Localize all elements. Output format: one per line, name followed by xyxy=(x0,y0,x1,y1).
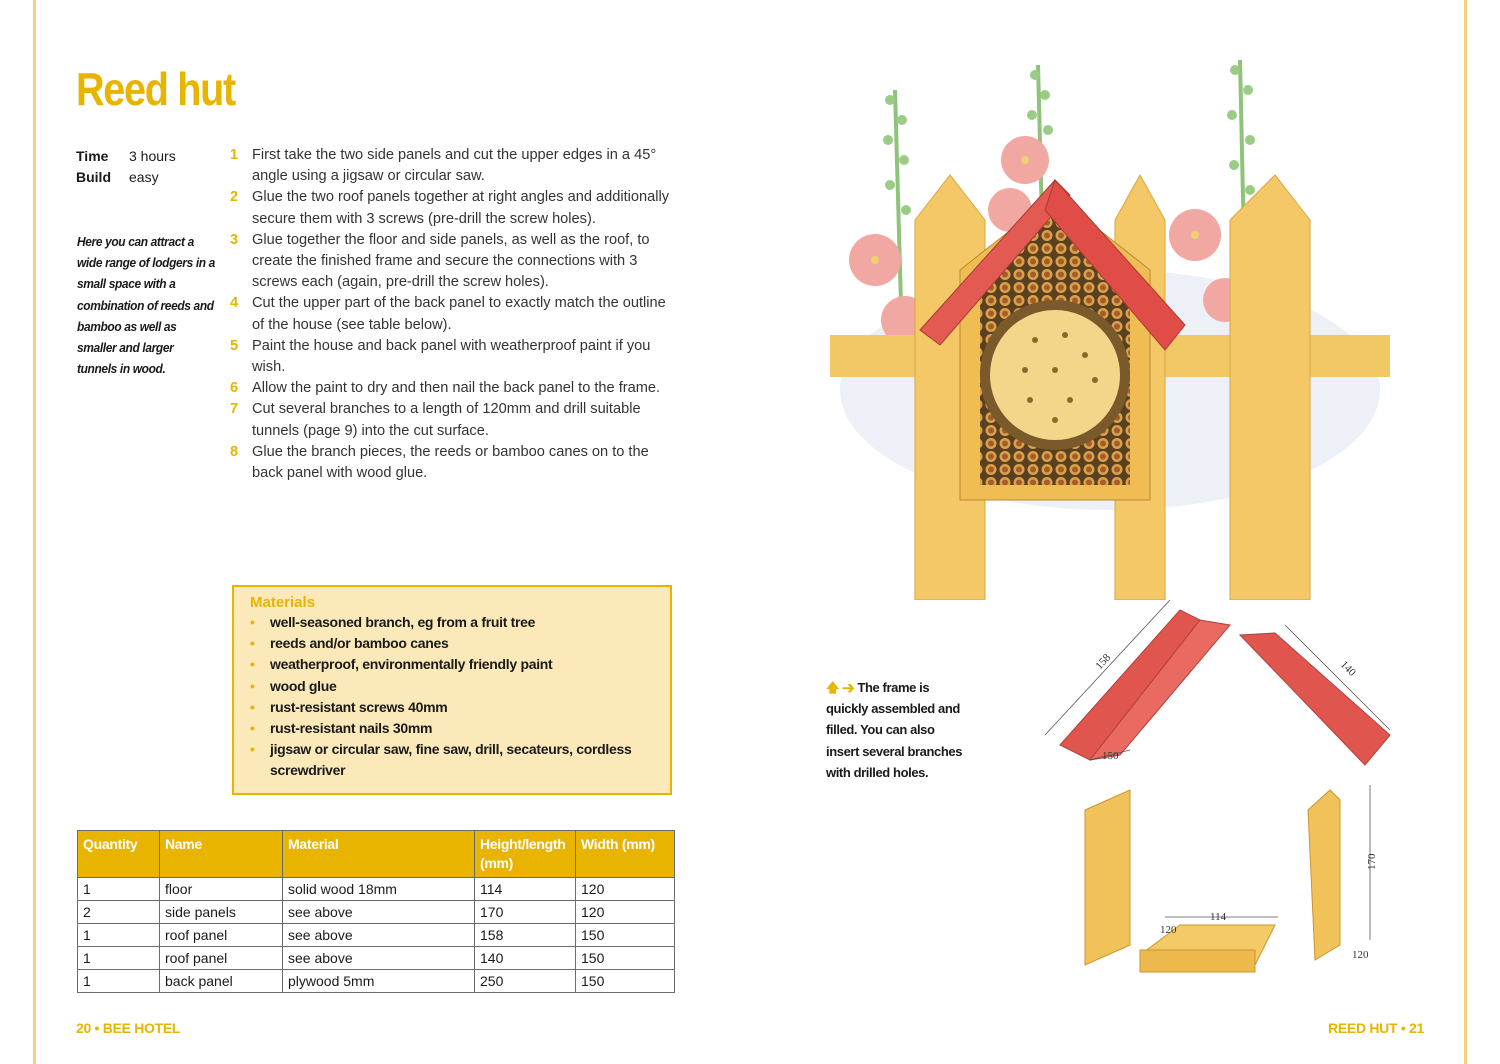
cell-name: side panels xyxy=(160,901,283,924)
step-text: Glue the two roof panels together at right angles and additionally secure them with 3 screws (pre-drill the screw holes). xyxy=(252,189,670,227)
col-header-width: Width (mm) xyxy=(576,831,675,878)
cell-material: see above xyxy=(283,947,475,970)
step-item xyxy=(230,187,670,229)
step-item xyxy=(230,145,670,187)
cell-width: 150 xyxy=(576,947,675,970)
figure-caption xyxy=(826,677,966,783)
materials-item-text: reeds and/or bamboo canes xyxy=(270,635,449,652)
table-row xyxy=(78,878,675,901)
step-text: Cut the upper part of the back panel to exactly match the outline of the house (see table below). xyxy=(252,295,666,333)
materials-item-text: well-seasoned branch, eg from a fruit tree xyxy=(270,614,536,630)
cell-material: plywood 5mm xyxy=(283,970,475,993)
step-number: 4 xyxy=(230,295,239,312)
meta-value: 3 hours xyxy=(129,148,176,164)
col-header-material: Material xyxy=(283,831,475,878)
step-text: Glue the branch pieces, the reeds or bamboo canes on to the back panel with wood glue. xyxy=(252,443,649,482)
step-number: 7 xyxy=(230,401,239,418)
cell-name: roof panel xyxy=(160,924,283,947)
materials-item xyxy=(250,697,654,718)
table-row xyxy=(78,970,675,993)
step-number: 1 xyxy=(230,147,239,163)
table-row xyxy=(78,947,675,970)
step-number: 2 xyxy=(230,189,239,206)
dim-label-114: 114 xyxy=(1210,911,1227,923)
bullet-icon xyxy=(250,676,270,697)
arrow-up-right-icon: 🡅 ➔ xyxy=(826,680,855,695)
cell-quantity: 1 xyxy=(78,878,160,901)
table-header-row xyxy=(78,831,675,878)
step-number: 6 xyxy=(230,380,239,397)
step-text: Paint the house and back panel with weatherproof paint if you wish. xyxy=(252,337,651,376)
cell-width: 120 xyxy=(576,901,675,924)
dim-label-120-side: 120 xyxy=(1352,949,1369,961)
materials-item-text: rust-resistant nails 30mm xyxy=(270,720,433,737)
bullet-icon xyxy=(250,612,270,633)
dim-label-150: 150 xyxy=(1102,750,1119,762)
footer-left-page: 20 • BEE HOTEL xyxy=(76,1020,181,1036)
cell-height: 170 xyxy=(475,901,576,924)
step-number: 3 xyxy=(230,231,239,248)
cell-name: floor xyxy=(160,878,283,901)
right-page-rule xyxy=(1464,0,1467,1064)
dim-label-158: 158 xyxy=(1093,651,1114,673)
cell-width: 120 xyxy=(576,878,675,901)
cell-quantity: 1 xyxy=(78,970,160,993)
dim-label-120-floor: 120 xyxy=(1160,924,1177,936)
bullet-icon xyxy=(250,718,270,739)
materials-item xyxy=(250,654,654,675)
materials-item-text: weatherproof, environmentally friendly paint xyxy=(270,656,553,673)
left-page-rule xyxy=(33,0,36,1064)
materials-item-text: jigsaw or circular saw, fine saw, drill, secateurs, cordless screwdriver xyxy=(270,741,632,779)
bee-hotel-illustration xyxy=(830,60,1390,600)
cell-material: solid wood 18mm xyxy=(283,878,475,901)
cell-quantity: 2 xyxy=(78,901,160,924)
col-header-name: Name xyxy=(160,831,283,878)
table-row xyxy=(78,924,675,947)
cell-quantity: 1 xyxy=(78,924,160,947)
materials-item xyxy=(250,633,654,654)
project-meta xyxy=(76,146,176,188)
bullet-icon xyxy=(250,697,270,718)
step-text: Allow the paint to dry and then nail the back panel to the frame. xyxy=(252,380,661,397)
cell-height: 158 xyxy=(475,924,576,947)
meta-build xyxy=(76,167,176,188)
meta-label: Time xyxy=(76,148,109,164)
table-row xyxy=(78,901,675,924)
step-item xyxy=(230,399,670,441)
step-number: 5 xyxy=(230,337,239,354)
footer-right-page: REED HUT • 21 xyxy=(1328,1020,1424,1036)
parts-diagram xyxy=(1030,595,1450,985)
cell-material: see above xyxy=(283,901,475,924)
cell-height: 140 xyxy=(475,947,576,970)
cell-name: roof panel xyxy=(160,947,283,970)
caption-text: The frame is quickly assembled and filled. You can also insert several branches with drilled holes. xyxy=(826,680,963,780)
bullet-icon xyxy=(250,654,270,675)
parts-table xyxy=(77,830,675,993)
page-title: Reed hut xyxy=(76,63,235,115)
cell-height: 114 xyxy=(475,878,576,901)
step-item xyxy=(230,293,670,335)
step-item xyxy=(230,230,670,294)
step-item xyxy=(230,378,670,399)
materials-item-text: wood glue xyxy=(270,677,337,694)
materials-list xyxy=(250,612,654,782)
materials-item xyxy=(250,676,654,697)
materials-item xyxy=(250,718,654,739)
step-text: First take the two side panels and cut the upper edges in a 45° angle using a jigsaw or circular saw. xyxy=(252,147,657,185)
col-header-height: Height/length (mm) xyxy=(475,831,576,878)
cell-name: back panel xyxy=(160,970,283,993)
meta-label: Build xyxy=(76,169,111,185)
instruction-steps xyxy=(230,145,670,484)
cell-width: 150 xyxy=(576,924,675,947)
dim-label-170: 170 xyxy=(1366,853,1378,870)
step-text: Glue together the floor and side panels, as well as the roof, to create the finished frame and secure the connections with 3 screws each (again, pre-drill the screw holes). xyxy=(252,231,650,291)
cell-height: 250 xyxy=(475,970,576,993)
meta-value: easy xyxy=(129,169,159,185)
cell-width: 150 xyxy=(576,970,675,993)
step-item xyxy=(230,336,670,378)
cell-quantity: 1 xyxy=(78,947,160,970)
materials-heading: Materials xyxy=(250,594,316,611)
materials-item xyxy=(250,612,654,633)
step-item xyxy=(230,442,670,484)
materials-item xyxy=(250,739,654,781)
meta-time xyxy=(76,146,176,167)
step-number: 8 xyxy=(230,443,239,460)
bullet-icon xyxy=(250,739,270,781)
step-text: Cut several branches to a length of 120mm and drill suitable tunnels (page 9) into the cut surface. xyxy=(252,401,641,439)
col-header-quantity: Quantity xyxy=(78,831,160,878)
bullet-icon xyxy=(250,633,270,654)
materials-box xyxy=(232,585,672,795)
cell-material: see above xyxy=(283,924,475,947)
dim-label-140: 140 xyxy=(1337,658,1359,679)
materials-item-text: rust-resistant screws 40mm xyxy=(270,698,448,715)
intro-text: Here you can attract a wide range of lodgers in a small space with a combination of reeds and bamboo as well as smaller and larger tunnels in wood. xyxy=(77,234,215,377)
